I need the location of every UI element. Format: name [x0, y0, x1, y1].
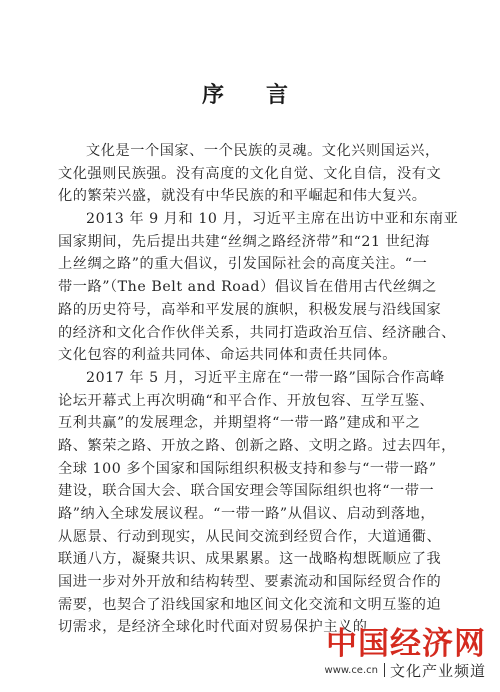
page-title: 序 言: [201, 82, 298, 108]
text-line: 国家期间，先后提出共建“丝绸之路经济带”和“21 世纪海: [58, 233, 430, 250]
watermark-url: www.ce.cn: [324, 664, 378, 676]
text-line: 联通八方，凝聚共识、成果累累。这一战略构想既顺应了我: [58, 551, 442, 568]
text-line: 互利共赢”的发展理念，并期望将“一带一路”建成和平之: [58, 415, 421, 432]
watermark-logo-text: 中国经济网: [326, 626, 486, 662]
text-line: 带一路”（The Belt and Road）倡议旨在借用古代丝绸之: [58, 279, 437, 296]
watermark-divider: [384, 663, 385, 677]
text-line: 化的繁荣兴盛，就没有中华民族的和平崛起和伟大复兴。: [58, 188, 427, 205]
paragraph-1: [58, 140, 443, 208]
text-line: 建设，联合国大会、联合国安理会等国际组织也将“一带一: [58, 483, 435, 500]
text-line: 路”纳入全球发展议程。“一带一路”从倡议、启动到落地，: [58, 506, 436, 522]
text-line: 切需求，是经济全球化时代面对贸易保护主义的: [58, 619, 368, 636]
text-line: 的经济和文化合作伙伴关系，共同打造政治互信、经济融合、: [58, 324, 456, 341]
text-line: 路、繁荣之路、开放之路、创新之路、文明之路。过去四年，: [58, 437, 456, 454]
text-line: 2017 年 5 月，习近平主席在“一带一路”国际合作高峰: [86, 369, 445, 386]
text-line: 全球 100 多个国家和国际组织积极支持和参与“一带一路”: [58, 460, 437, 477]
text-line: 论坛开幕式上再次明确“和平合作、开放包容、互学互鉴、: [58, 392, 435, 409]
text-line: 上丝绸之路”的重大倡议，引发国际社会的高度关注。“一: [58, 256, 428, 273]
paragraph-2: [58, 208, 459, 367]
body-text: [58, 140, 459, 639]
watermark-logo: [316, 618, 486, 662]
text-line: 国进一步对外开放和结构转型、要素流动和国际经贸合作的: [58, 574, 442, 591]
text-line: 从愿景、行动到现实，从民间交流到经贸合作，大道通衢、: [58, 528, 442, 545]
watermark-footer: [325, 660, 486, 680]
text-line: 文化强则民族强。没有高度的文化自觉、文化自信，没有文: [58, 165, 442, 182]
text-line: 路的历史符号，高举和平发展的旗帜，积极发展与沿线国家: [58, 301, 442, 318]
text-line: 需要，也契合了沿线国家和地区间文化交流和文明互鉴的迫: [58, 596, 442, 613]
text-line: 文化包容的利益共同体、命运共同体和责任共同体。: [58, 347, 397, 364]
watermark-channel: 文化产业频道: [389, 661, 486, 680]
text-line: 2013 年 9 月和 10 月，习近平主席在出访中亚和东南亚: [86, 211, 459, 228]
paragraph-3: [58, 367, 456, 639]
text-line: 文化是一个国家、一个民族的灵魂。文化兴则国运兴，: [86, 143, 440, 159]
